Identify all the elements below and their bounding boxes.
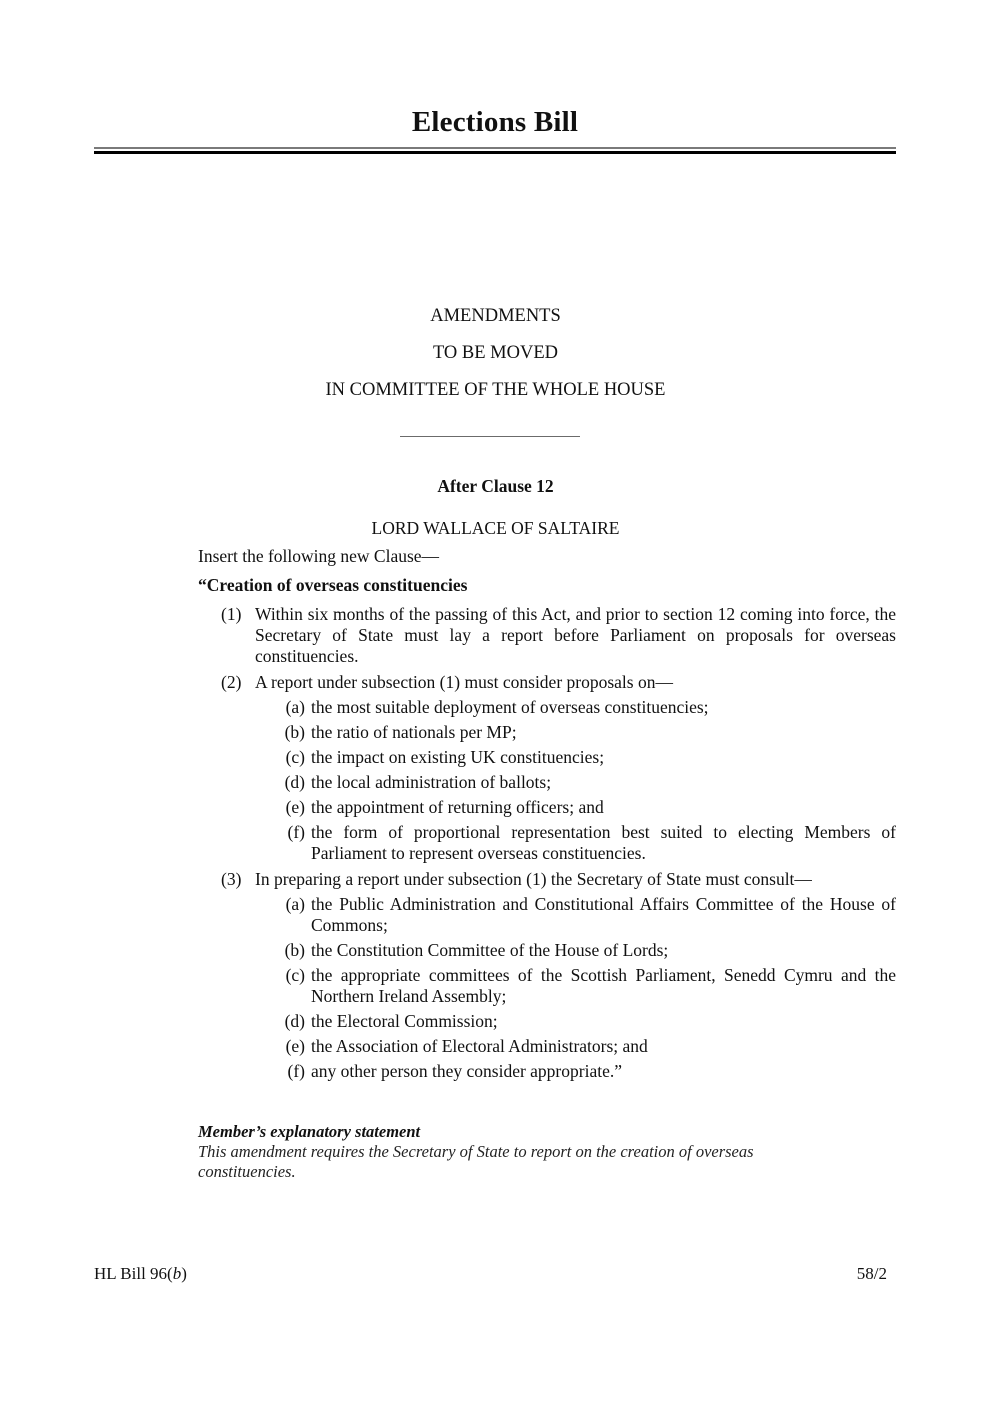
item-number: (f) xyxy=(287,1061,305,1081)
heading-committee: IN COMMITTEE OF THE WHOLE HOUSE xyxy=(325,380,666,400)
bill-reference xyxy=(94,1264,187,1284)
item-number: (c) xyxy=(285,965,305,985)
subsection-text: Within six months of the passing of this Act, and prior to section 12 coming into force, the Secretary of State must lay a report before Parliament on proposals for overseas constituencies. xyxy=(255,604,896,666)
subsection-number: (3) xyxy=(221,869,242,889)
list-item xyxy=(198,697,896,718)
subsection-2 xyxy=(198,672,896,864)
subsection-1 xyxy=(198,604,896,667)
item-text: the most suitable deployment of overseas constituencies; xyxy=(311,697,709,717)
subsection-number: (1) xyxy=(221,604,242,624)
bill-ref-print-letter: b xyxy=(172,1264,182,1283)
explanatory-statement xyxy=(198,1122,838,1182)
list-item xyxy=(198,797,896,818)
member-name: LORD WALLACE OF SALTAIRE xyxy=(371,518,620,538)
item-text: any other person they consider appropriate.” xyxy=(311,1061,622,1081)
section-divider xyxy=(400,436,580,437)
item-text: the Association of Electoral Administrators; and xyxy=(311,1036,648,1056)
new-clause-title: “Creation of overseas constituencies xyxy=(198,575,468,595)
item-text: the ratio of nationals per MP; xyxy=(311,722,517,742)
title-rule-thick xyxy=(94,151,896,154)
list-item xyxy=(198,965,896,1007)
item-text: the appointment of returning officers; and xyxy=(311,797,604,817)
explanatory-text: This amendment requires the Secretary of State to report on the creation of overseas constituencies. xyxy=(198,1142,754,1181)
item-number: (c) xyxy=(285,747,305,767)
item-text: the local administration of ballots; xyxy=(311,772,552,792)
item-text: the Constitution Committee of the House of Lords; xyxy=(311,940,669,960)
explanatory-title: Member’s explanatory statement xyxy=(198,1122,421,1141)
item-number: (a) xyxy=(285,894,305,914)
item-number: (b) xyxy=(284,940,305,960)
subsection-text: A report under subsection (1) must consider proposals on— xyxy=(255,672,673,692)
heading-to-be-moved: TO BE MOVED xyxy=(432,343,559,363)
item-text: the appropriate committees of the Scottish Parliament, Senedd Cymru and the Northern Ireland Assembly; xyxy=(311,965,896,1006)
list-item xyxy=(198,772,896,793)
clause-position: After Clause 12 xyxy=(437,476,554,496)
item-number: (e) xyxy=(285,1036,305,1056)
list-item xyxy=(198,822,896,864)
bill-title: Elections Bill xyxy=(411,106,579,138)
page-reference: 58/2 xyxy=(856,1264,887,1283)
subsection-text: In preparing a report under subsection (1) the Secretary of State must consult— xyxy=(255,869,812,889)
list-item xyxy=(198,940,896,961)
amendment-body xyxy=(198,546,896,1087)
item-number: (e) xyxy=(285,797,305,817)
item-number: (a) xyxy=(285,697,305,717)
subsection-3-items xyxy=(255,894,896,1082)
item-text: the impact on existing UK constituencies; xyxy=(311,747,605,767)
bill-ref-suffix: ) xyxy=(181,1264,187,1283)
list-item xyxy=(198,1036,896,1057)
title-rule-thin xyxy=(94,147,896,149)
item-number: (b) xyxy=(284,722,305,742)
bill-ref-prefix: HL Bill 96( xyxy=(94,1264,173,1283)
item-number: (d) xyxy=(284,772,305,792)
item-text: the Electoral Commission; xyxy=(311,1011,498,1031)
list-item xyxy=(198,894,896,936)
subsection-number: (2) xyxy=(221,672,242,692)
list-item xyxy=(198,722,896,743)
list-item xyxy=(198,1061,896,1082)
list-item xyxy=(198,1011,896,1032)
item-text: the Public Administration and Constitutional Affairs Committee of the House of Commons; xyxy=(311,894,896,935)
insert-instruction: Insert the following new Clause— xyxy=(198,546,440,566)
subsection-2-items xyxy=(255,697,896,864)
subsection-3 xyxy=(198,869,896,1082)
item-text: the form of proportional representation best suited to electing Members of Parliament to represent overseas constituencies. xyxy=(311,822,896,863)
heading-amendments: AMENDMENTS xyxy=(430,306,561,326)
list-item xyxy=(198,747,896,768)
item-number: (d) xyxy=(284,1011,305,1031)
item-number: (f) xyxy=(287,822,305,842)
